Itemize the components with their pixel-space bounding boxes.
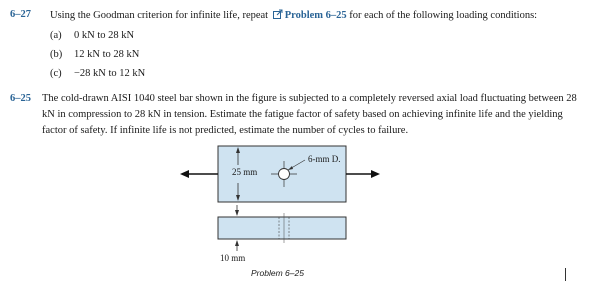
- problem-6-25-link[interactable]: Problem 6–25: [284, 10, 347, 21]
- condition-b-text: 12 kN to 28 kN: [74, 49, 140, 60]
- problem-6-25-line-1: The cold-drawn AISI 1040 steel bar shown in the figure is subjected to a completely reversed axial load fluctuating between 28: [42, 93, 577, 104]
- left-load-arrow: [180, 170, 218, 178]
- hole-diameter-label: 6-mm D.: [308, 154, 341, 164]
- problem-6-25-line-3: factor of safety. If infinite life is not predicted, estimate the number of cycles to failure.: [42, 125, 409, 136]
- problem-number-6-25: 6–25: [10, 93, 31, 104]
- condition-a-label: (a): [50, 30, 62, 41]
- figure-caption: Problem 6–25: [251, 268, 304, 278]
- condition-c-text: −28 kN to 12 kN: [74, 68, 146, 79]
- thickness-label: 10 mm: [220, 253, 246, 263]
- bar-side-view: [218, 217, 346, 239]
- condition-b-label: (b): [50, 49, 63, 60]
- right-load-arrow: [346, 170, 380, 178]
- condition-c-label: (c): [50, 68, 62, 79]
- external-link-icon[interactable]: [273, 9, 283, 19]
- width-label: 25 mm: [232, 167, 258, 177]
- problem-6-27-statement: [50, 9, 537, 21]
- condition-a-text: 0 kN to 28 kN: [74, 30, 135, 41]
- text-cursor: [565, 268, 566, 281]
- problem-number-6-27: 6–27: [10, 9, 31, 20]
- statement-text-after: for each of the following loading conditions:: [349, 10, 538, 21]
- bar-figure: [180, 143, 380, 268]
- statement-text-before: Using the Goodman criterion for infinite life, repeat: [50, 10, 269, 21]
- problem-6-25-line-2: kN in compression to 28 kN in tension. Estimate the fatigue factor of safety based on achieving infinite life and the yielding: [42, 109, 563, 120]
